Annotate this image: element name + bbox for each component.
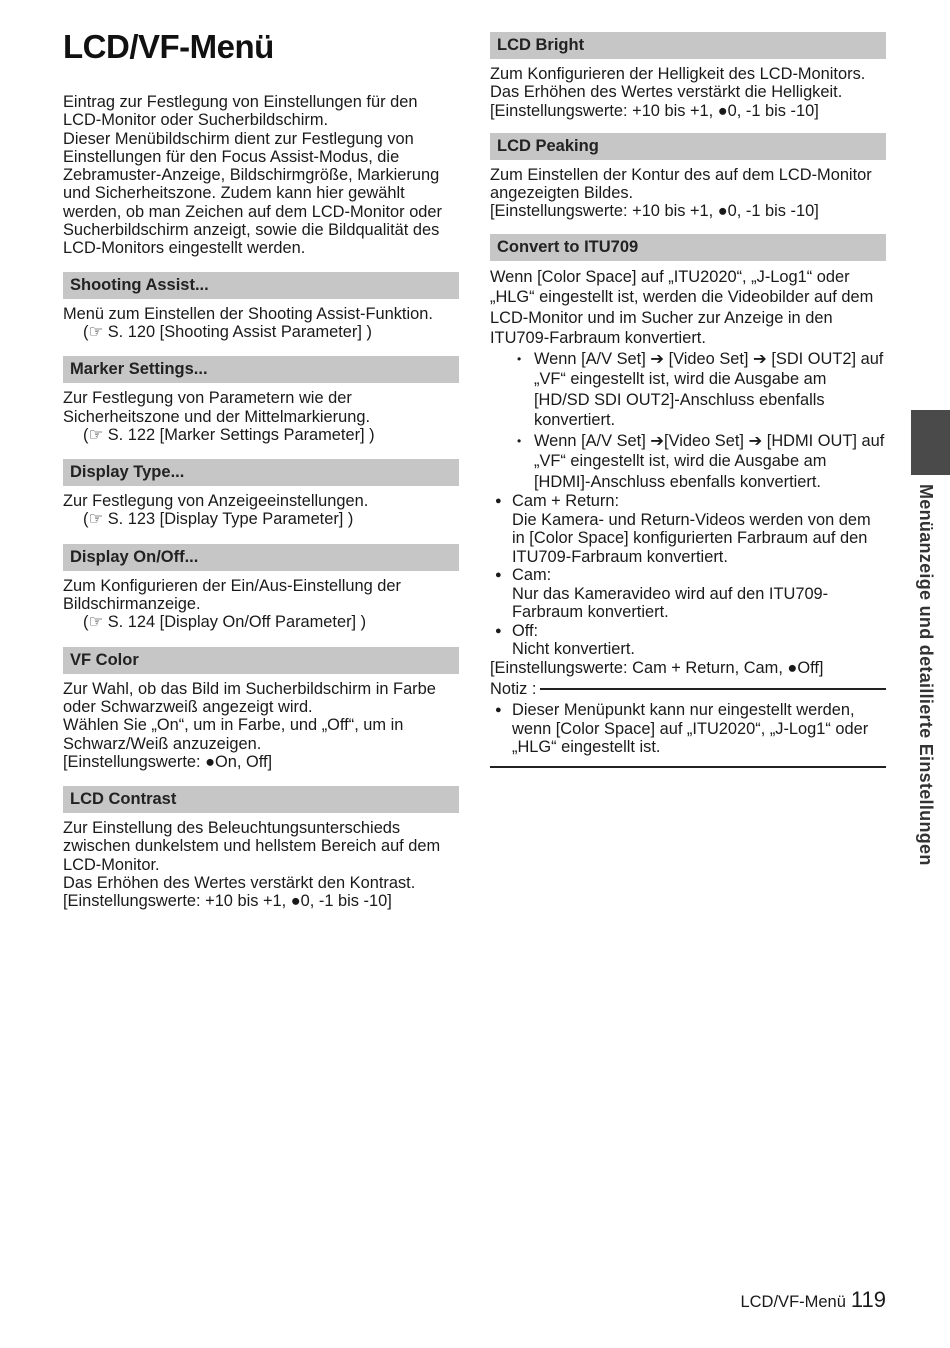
section-shooting-assist — [63, 272, 459, 342]
section-text: Zur Festlegung von Anzeigeeinstellungen. — [63, 492, 369, 511]
section-text: Wählen Sie „On“, um in Farbe, und „Off“, um in Schwarz/Weiß anzuzeigen. — [63, 716, 404, 753]
note-text: ● Dieser Menüpunkt kann nur eingestellt werden, wenn [Color Space] auf „ITU2020“, „J-Log1“ oder „HLG“ eingestellt ist. — [490, 701, 886, 757]
section-display-type — [63, 459, 459, 529]
option-description: Die Kamera- und Return-Videos werden von dem in [Color Space] konfigurierten Farbraum auf den ITU709-Farbraum konvertiert. — [512, 510, 871, 566]
section-heading: Convert to ITU709 — [490, 234, 886, 261]
right-column — [490, 32, 886, 768]
section-heading: Marker Settings... — [63, 356, 459, 383]
section-text: Zur Festlegung von Parametern wie der Sicherheitszone und der Mittelmarkierung. — [63, 389, 371, 426]
section-text: Zum Konfigurieren der Ein/Aus-Einstellung der Bildschirmanzeige. — [63, 576, 402, 614]
section-heading: VF Color — [63, 647, 459, 674]
setting-values: [Einstellungswerte: Cam + Return, Cam, ●Off] — [490, 658, 824, 677]
list-item: • Wenn [A/V Set] ➔ [Video Set] ➔ [SDI OUT2] auf „VF“ eingestellt ist, wird die Ausgabe am [HD/SD SDI OUT2]-Anschluss ebenfalls konvertiert. — [514, 349, 886, 431]
section-text: Das Erhöhen des Wertes verstärkt den Kontrast. — [63, 874, 416, 893]
chapter-tab-marker — [911, 410, 950, 475]
left-column — [63, 93, 459, 911]
list-item — [490, 492, 886, 566]
list-item: • Wenn [A/V Set] ➔[Video Set] ➔ [HDMI OUT] auf „VF“ eingestellt ist, wird die Ausgabe am [HDMI]-Anschluss ebenfalls konvertiert. — [514, 431, 886, 493]
list-item — [490, 622, 886, 659]
cross-reference: (☞ S. 120 [Shooting Assist Parameter] ) — [83, 322, 372, 341]
section-marker-settings — [63, 356, 459, 444]
section-heading: Display Type... — [63, 459, 459, 486]
section-heading: Shooting Assist... — [63, 272, 459, 299]
note-rule — [540, 688, 886, 690]
setting-values: [Einstellungswerte: +10 bis +1, ●0, -1 bis -10] — [63, 892, 392, 911]
option-description: Nicht konvertiert. — [512, 640, 635, 659]
option-list — [490, 492, 886, 659]
section-text: Zum Konfigurieren der Helligkeit des LCD-Monitors. — [490, 65, 866, 83]
section-text: Zur Wahl, ob das Bild im Sucherbildschirm in Farbe oder Schwarzweiß angezeigt wird. — [63, 679, 436, 716]
note-list — [490, 701, 886, 757]
section-heading: LCD Bright — [490, 32, 886, 59]
section-text: Wenn [Color Space] auf „ITU2020“, „J-Log1“ oder „HLG“ eingestellt ist, werden die Videobilder auf dem LCD-Monitor und im Sucher zur Anzeige in den ITU709-Farbraum konvertiert. — [490, 267, 874, 348]
section-display-on-off — [63, 544, 459, 632]
intro-paragraph: Eintrag zur Festlegung von Einstellungen für den LCD-Monitor oder Sucherbildschirm. — [63, 93, 418, 130]
section-text: Menü zum Einstellen der Shooting Assist-Funktion. — [63, 304, 433, 323]
cross-reference: (☞ S. 123 [Display Type Parameter] ) — [83, 510, 354, 529]
section-vf-color — [63, 647, 459, 771]
section-text: Das Erhöhen des Wertes verstärkt die Helligkeit. — [490, 83, 843, 102]
option-name: ● Cam + Return: — [512, 492, 620, 511]
note-header — [490, 679, 886, 699]
option-name: ● Cam: — [512, 566, 552, 585]
section-text: Zum Einstellen der Kontur des auf dem LCD-Monitor angezeigten Bildes. — [490, 165, 872, 203]
cross-reference: (☞ S. 122 [Marker Settings Parameter] ) — [83, 425, 375, 444]
section-lcd-contrast — [63, 786, 459, 910]
section-heading: LCD Contrast — [63, 786, 459, 813]
setting-values: [Einstellungswerte: +10 bis +1, ●0, -1 bis -10] — [490, 202, 819, 221]
setting-values: [Einstellungswerte: ●On, Off] — [63, 752, 273, 771]
cross-reference: (☞ S. 124 [Display On/Off Parameter] ) — [83, 613, 367, 632]
intro-text — [63, 93, 459, 258]
option-name: ● Off: — [512, 621, 539, 640]
page-number: 119 — [850, 1287, 886, 1312]
option-description: Nur das Kameravideo wird auf den ITU709-Farbraum konvertiert. — [512, 584, 829, 622]
page-title: LCD/VF-Menü — [63, 28, 274, 65]
note-label: Notiz : — [490, 680, 537, 699]
section-heading: Display On/Off... — [63, 544, 459, 571]
section-lcd-peaking — [490, 133, 886, 221]
footer-title: LCD/VF-Menü — [740, 1293, 846, 1311]
setting-values: [Einstellungswerte: +10 bis +1, ●0, -1 bis -10] — [490, 101, 819, 120]
sub-list — [490, 349, 886, 493]
page-footer — [740, 1287, 886, 1313]
section-heading: LCD Peaking — [490, 133, 886, 160]
section-text: Zur Einstellung des Beleuchtungsunterschieds zwischen dunkelstem und hellstem Bereich auf dem LCD-Monitor. — [63, 819, 441, 874]
intro-paragraph: Dieser Menübildschirm dient zur Festlegung von Einstellungen für den Focus Assist-Modus, die Zebramuster-Anzeige, Bildschirmgröße, Markierung und Sicherheitszone. Zudem kann hier gewählt werden, ob man Zeichen auf dem LCD-Monitor oder Sucherbildschirm anzeigt, sowie die Bildqualität des LCD-Monitors eingestellt werden. — [63, 129, 442, 258]
section-convert-itu709 — [490, 234, 886, 768]
section-lcd-bright — [490, 32, 886, 120]
list-item — [490, 566, 886, 622]
chapter-side-label: Menüanzeige und detaillierte Einstellungen — [916, 484, 936, 866]
note-end-rule — [490, 766, 886, 768]
